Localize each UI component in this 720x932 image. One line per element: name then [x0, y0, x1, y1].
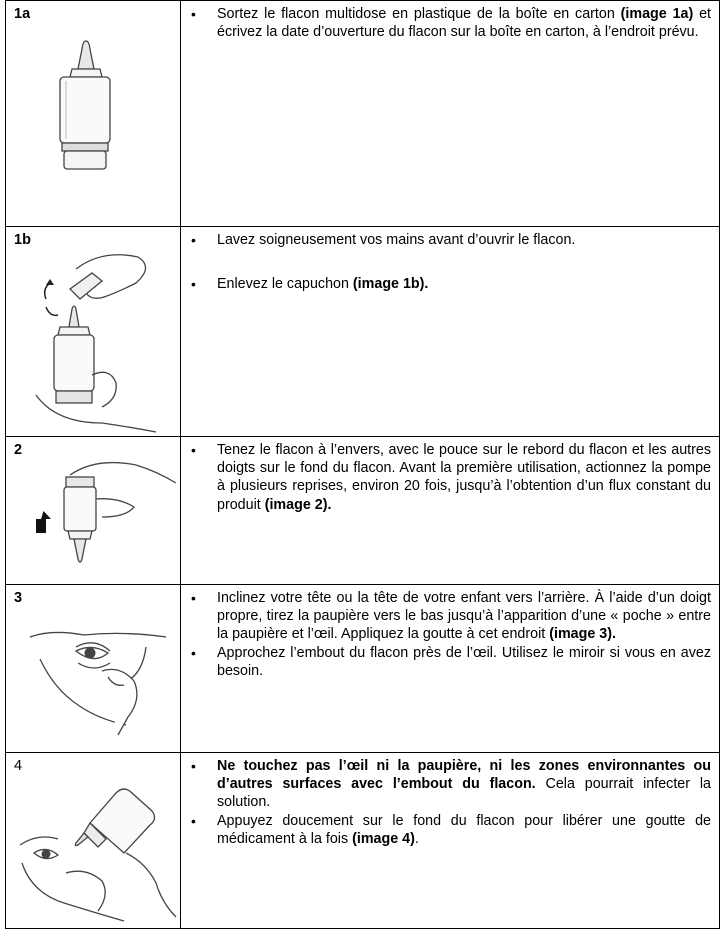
step-bullet-list [181, 753, 719, 848]
bullet-item [181, 441, 711, 514]
step-bullet-list [181, 227, 719, 293]
text-run-bold: (image 1a) [620, 6, 694, 22]
bullet-item [181, 5, 711, 41]
step-bullet-list [181, 1, 719, 41]
step-row-1a [6, 1, 720, 227]
text-run: . [414, 830, 419, 847]
step-text-cell [181, 585, 720, 753]
step-row-1b [6, 227, 720, 437]
step-label: 1b [14, 232, 31, 248]
step-text-cell [181, 1, 720, 227]
step-image-cell [6, 227, 181, 437]
text-run: Inclinez votre tête ou la tête de votre enfant vers l’arrière. À l’aide d’un doigt propre, tirez la paupière vers le bas jusqu’à l’apparition d’une « poche » entre la paupière et l’œil. Appliquez la goutte à cet endroit [217, 590, 711, 643]
bullet-item [181, 231, 711, 249]
step-text-cell [181, 753, 720, 929]
text-run-bold: (image 2). [264, 496, 332, 513]
step-image-cell [6, 1, 181, 227]
eye-drop-instillation-icon [6, 753, 180, 929]
text-run: Tenez le flacon à l’envers, avec le pouce sur le rebord du flacon et les autres doigts sur le fond du flacon. Avant la première utilisation, actionnez la pompe à plusieurs reprises, environ 20 fois, jusqu’à l’obtention d’un flux constant du produit [217, 442, 711, 513]
bullet-item [181, 644, 711, 680]
text-run-bold: Ne touchez pas l’œil ni la paupière, ni les zones environnantes ou d’autres surfaces avec l’embout du flacon. [217, 758, 711, 793]
step-label: 3 [14, 590, 23, 606]
step-text-cell [181, 227, 720, 437]
bullet-item [181, 275, 711, 293]
step-row-3 [6, 585, 720, 753]
step-label: 2 [14, 442, 23, 458]
text-run: Cela pourrait infecter la solution. [217, 776, 711, 811]
text-run: Lavez soigneusement vos mains avant d’ouvrir le flacon. [217, 232, 576, 248]
step-bullet-list [181, 585, 719, 680]
step-bullet-list [181, 437, 719, 514]
text-run-bold: (image 3). [549, 626, 616, 643]
nasal-spray-bottle-icon [6, 1, 180, 227]
bullet-item [181, 757, 711, 812]
eye-lower-lid-pulled-icon [6, 585, 180, 753]
text-run: Appuyez doucement sur le fond du flacon pour libérer une goutte de médicament à la fois [217, 812, 711, 847]
text-run: et écrivez la date d’ouverture du flacon sur la boîte en carton, à l’endroit prévu. [217, 6, 711, 41]
step-row-4 [6, 753, 720, 929]
upside-down-bottle-priming-icon [6, 437, 180, 585]
text-run-bold: (image 1b). [352, 276, 429, 293]
step-image-cell [6, 437, 181, 585]
text-run-bold: (image 4) [352, 830, 415, 847]
text-run: Approchez l’embout du flacon près de l’œil. Utilisez le miroir si vous en avez besoin. [217, 644, 711, 679]
remove-cap-hands-icon [6, 227, 180, 437]
step-label: 4 [14, 758, 23, 774]
step-text-cell [181, 437, 720, 585]
text-run: Sortez le flacon multidose en plastique de la boîte en carton [217, 6, 621, 22]
step-image-cell [6, 753, 181, 929]
step-image-cell [6, 585, 181, 753]
bullet-item [181, 812, 711, 848]
text-run: Enlevez le capuchon [217, 276, 353, 293]
step-label: 1a [14, 6, 31, 22]
step-row-2 [6, 437, 720, 585]
bullet-item [181, 589, 711, 644]
instructions-table [5, 0, 720, 929]
